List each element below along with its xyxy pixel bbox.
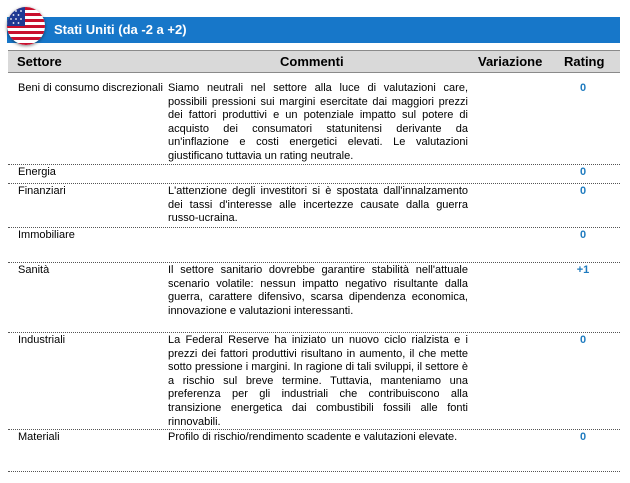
- us-flag-icon: [7, 7, 45, 45]
- row-comment: Il settore sanitario dovrebbe garantire stabilità nell'attuale scenario volatile: nessun impatto negativo risultante dalla guerra, carattere difensivo, scarsa dipendenza economica, innovazione e valutazioni interessanti.: [168, 264, 468, 317]
- table-row: [8, 262, 620, 333]
- row-sector: Sanità: [18, 264, 50, 276]
- row-sector: Beni di consumo discrezionali: [18, 82, 163, 94]
- row-sector: Industriali: [18, 334, 66, 346]
- header-variation: Variazione: [478, 54, 543, 69]
- row-rating: 0: [579, 229, 587, 241]
- table-row: [8, 332, 620, 430]
- row-sector: Energia: [18, 166, 56, 178]
- row-rating: 0: [579, 82, 587, 94]
- section-banner: [7, 17, 620, 43]
- header-sector: Settore: [17, 54, 62, 69]
- row-sector: Finanziari: [18, 185, 66, 197]
- row-rating: +1: [576, 264, 590, 276]
- section-title: Stati Uniti (da -2 a +2): [54, 22, 187, 37]
- row-comment: Siamo neutrali nel settore alla luce di valutazioni care, possibili pressioni sui margini esercitate dai maggiori prezzi dei fattori produttivi e un potenziale impatto sul potere di acquisto dei consumatori statunitensi derivante da un'inflazione e costi energetici elevati. Le valutazioni giustificano tuttavia un rating neutrale.: [168, 82, 468, 162]
- row-rating: 0: [579, 334, 587, 346]
- table-header: [8, 50, 620, 73]
- header-comments: Commenti: [280, 54, 344, 69]
- row-comment: Profilo di rischio/rendimento scadente e valutazioni elevate.: [168, 431, 458, 443]
- table-row: [8, 80, 620, 165]
- row-rating: 0: [579, 166, 587, 178]
- row-sector: Immobiliare: [18, 229, 75, 241]
- row-comment: La Federal Reserve ha iniziato un nuovo ciclo rialzista e i prezzi dei fattori produttivi risultano in aumento, il che mette sotto pressione i margini. In ragione di tali sviluppi, il settore è a rischio sul breve termine. Tuttavia, manteniamo una preferenza per gli industriali che contribuiscono alla transizione energetica dai combustibili fossili alle fonti rinnovabili.: [168, 334, 468, 428]
- row-rating: 0: [579, 431, 587, 443]
- header-rating: Rating: [564, 54, 605, 69]
- table-row: [8, 227, 620, 263]
- table-row: [8, 429, 620, 472]
- table-row: [8, 183, 620, 228]
- table-row: [8, 164, 620, 184]
- row-comment: L'attenzione degli investitori si è spostata dall'innalzamento dei tassi d'interesse alle incertezze causate dalla guerra russo-ucraina.: [168, 185, 468, 225]
- row-sector: Materiali: [18, 431, 60, 443]
- row-rating: 0: [579, 185, 587, 197]
